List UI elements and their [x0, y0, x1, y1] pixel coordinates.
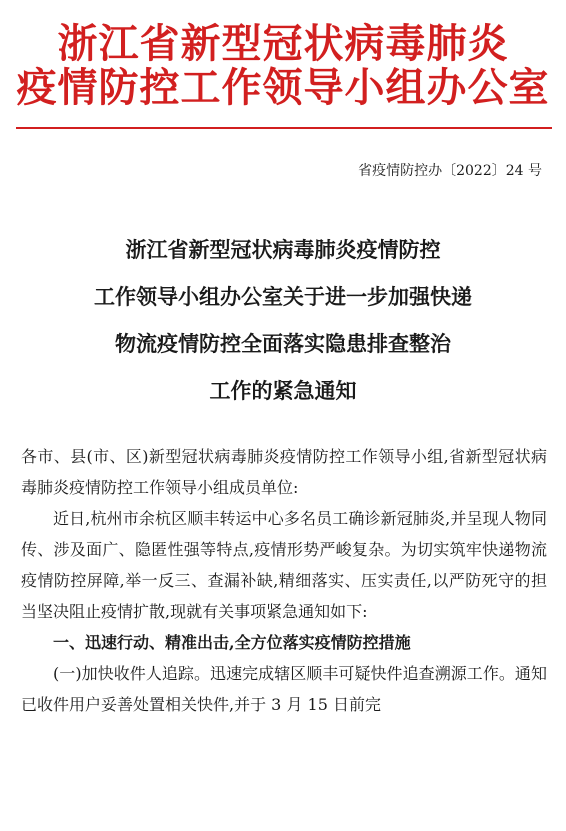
title-line-4: 工作的紧急通知 [209, 378, 357, 403]
section-heading-1: 一、迅速行动、精准出击,全方位落实疫情防控措施 [53, 633, 411, 652]
title-line-3: 物流疫情防控全面落实隐患排查整治 [115, 331, 451, 356]
salutation: 各市、县(市、区)新型冠状病毒肺炎疫情防控工作领导小组,省新型冠状病毒肺炎疫情防控工作领导小组成员单位: [21, 447, 547, 497]
title-line-2: 工作领导小组办公室关于进一步加强快递 [94, 284, 472, 309]
paragraph-item-1: (一)加快收件人追踪。迅速完成辖区顺丰可疑快件追查溯源工作。通知已收件用户妥善处置相关快件,并于 3 月 15 日前完 [21, 664, 547, 714]
issuer-header [0, 22, 566, 110]
document-body [21, 441, 547, 720]
paragraph-intro: 近日,杭州市余杭区顺丰转运中心多名员工确诊新冠肺炎,并呈现人物同传、涉及面广、隐匿性强等特点,疫情形势严峻复杂。为切实筑牢快递物流疫情防控屏障,举一反三、查漏补缺,精细落实、压实责任,以严防死守的担当坚决阻止疫情扩散,现就有关事项紧急通知如下: [21, 509, 547, 621]
document-number: 省疫情防控办〔2022〕24 号 [358, 163, 542, 179]
document-title [0, 226, 566, 414]
issuer-header-line-1: 浙江省新型冠状病毒肺炎 [57, 20, 509, 67]
red-divider-line [16, 127, 552, 129]
issuer-header-line-2: 疫情防控工作领导小组办公室 [16, 64, 550, 111]
title-line-1: 浙江省新型冠状病毒肺炎疫情防控 [125, 237, 441, 262]
